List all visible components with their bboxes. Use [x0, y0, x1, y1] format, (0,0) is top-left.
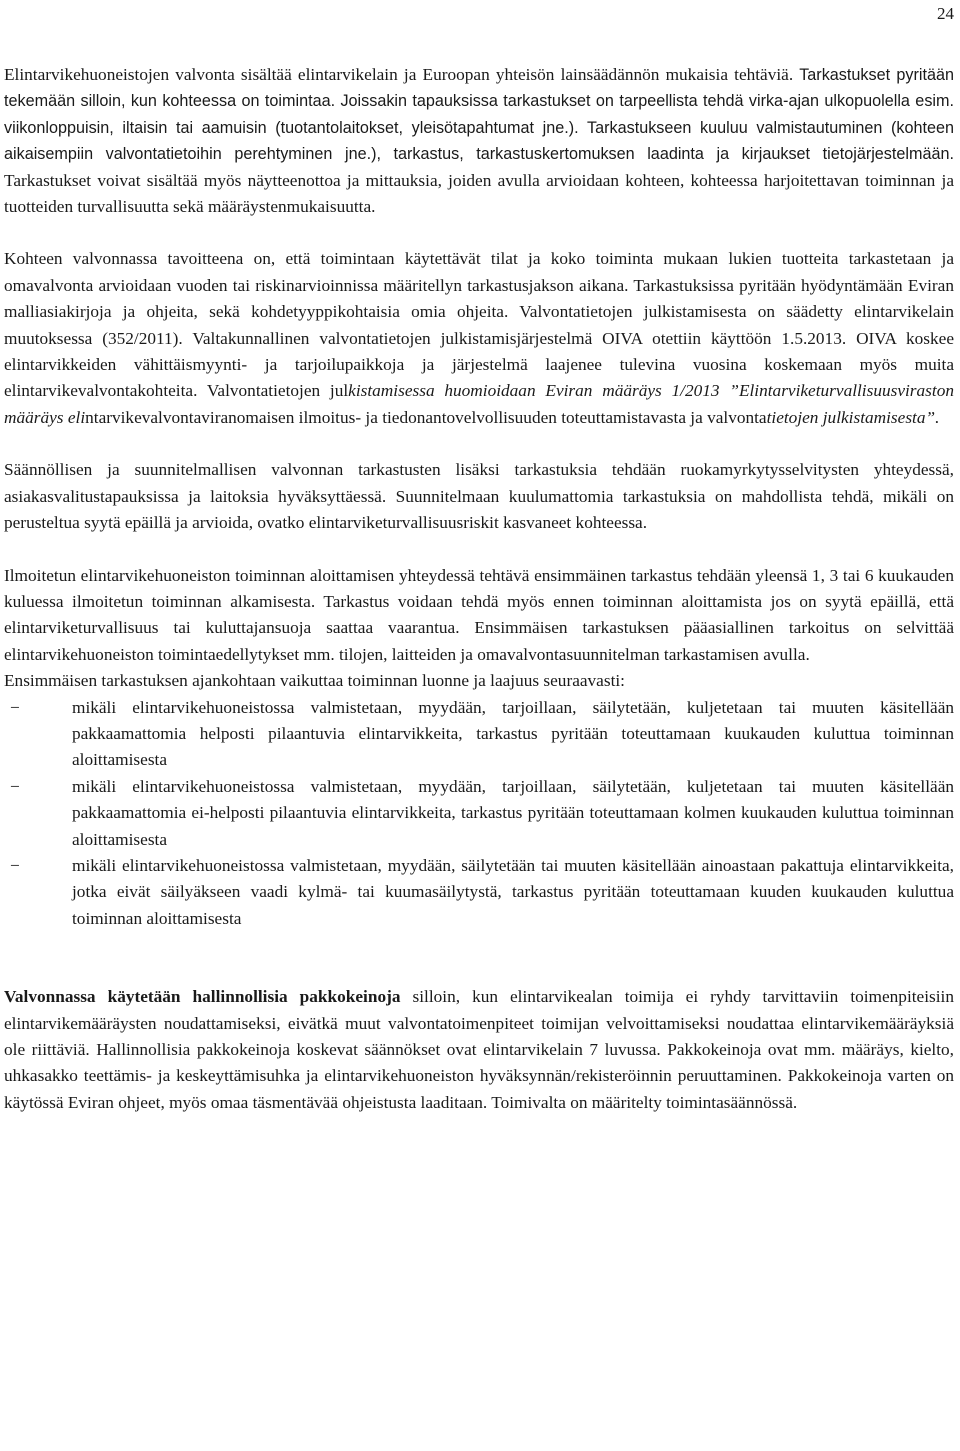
paragraph-valvonta-text-1: Elintarvikehuoneistojen valvonta sisältää elintarvikelain ja Euroopan yhteisön lainsäädännön mukaisia tehtäviä. — [4, 65, 794, 84]
paragraph-pakkokeinot-text: silloin, kun elintarvikealan toimija ei ryhdy tarvittaviin toimenpiteisiin elintarvikemääräysten noudattamiseksi, eivätkä muut valvontatoimenpiteet toimijan velvoittamiseksi noudattaa elintarvikemääräyksiä ole riittäviä. Hallinnollisia pakkokeinoja koskevat säännökset ovat elintarvikelain 7 luvussa. Pakkokeinoja ovat mm. määräys, kielto, uhkasakko teettämis- ja keskeyttämisuhka ja elintarvikehuoneiston hyväksynnän/rekisteröinnin peruuttaminen. Pakkokeinoja varten on käytössä Eviran ohjeet, myös omaa täsmentävää ohjeistusta laaditaan. Toimivalta on määritelty toimintasäännössä. — [4, 987, 954, 1112]
list-item-text: mikäli elintarvikehuoneistossa valmistetaan, myydään, tarjoillaan, säilytetään, kuljetetaan tai muuten käsitellään pakkaamattomia helposti pilaantuvia elintarvikkeita, tarkastus pyritään toteuttamaan kuukauden kuluttua toiminnan aloittamisesta — [72, 697, 954, 770]
paragraph-valvonta-text-3: Tarkastukset voivat sisältää myös näytteenottoa ja mittauksia, joiden avulla arvioidaan kohteen, kohteessa harjoitettavan toiminnan ja tuotteiden turvallisuutta sekä määräystenmukaisuutta. — [4, 170, 954, 217]
paragraph-ensimmainen-tarkastus: Ilmoitetun elintarvikehuoneiston toiminnan aloittamisen yhteydessä tehtävä ensimmäinen tarkastus tehdään yleensä 1, 3 tai 6 kuukauden kuluessa ilmoitetun toiminnan alkamisesta. Tarkastus voidaan tehdä myös ennen toiminnan aloittamista jos on syytä epäillä, että elintarviketurvallisuus tai kuluttajansuoja saattaa vaarantua. Ensimmäisen tarkastuksen pääasiallinen tarkoitus on selvittää elintarvikehuoneiston toimintaedellytykset mm. tilojen, laitteiden ja omavalvontasuunnitelman tarkastamisen avulla. — [4, 565, 954, 664]
page-number: 24 — [937, 4, 954, 23]
paragraph-tavoite-text-2: ntarvikevalvontaviranomaisen ilmoitus- ja tiedonantovelvollisuuden toteuttamistavasta ja valvonta — [85, 407, 767, 427]
list-item — [4, 774, 954, 853]
paragraph-ajankohta: Ensimmäisen tarkastuksen ajankohtaan vaikuttaa toiminnan luonne ja laajuus seuraavasti: — [4, 671, 625, 691]
list-item-text: mikäli elintarvikehuoneistossa valmistetaan, myydään, säilytetään tai muuten käsitellään ainoastaan pakattuja elintarvikkeita, jotka eivät säilyäkseen vaadi kylmä- tai kuumasäilytystä, tarkastus pyritään toteuttamaan kuuden kuukauden kuluttua toiminnan aloittamisesta — [72, 855, 954, 928]
paragraph-valvonta — [4, 62, 954, 220]
dash-marker: − — [10, 776, 20, 796]
list-item-text: mikäli elintarvikehuoneistossa valmistetaan, myydään, tarjoillaan, säilytetään, kuljetetaan tai muuten käsitellään pakkaamattomia ei-helposti pilaantuvia elintarvikkeita, tarkastus pyritään toteuttamaan kolmen kuukauden kuluttua toiminnan aloittamisesta — [72, 776, 954, 849]
dash-list — [4, 695, 954, 933]
paragraph-valvonta-text-2: Tarkastukset pyritään tekemään silloin, kun kohteessa on toimintaa. Joissakin tapauksissa tarkastukset on tarpeellista tehdä virka-ajan ulkopuolella esim. viikonloppuisin, iltaisin tai aamuisin (tuotantolaitokset, yleisötapahtumat jne.). Tarkastukseen kuuluu valmistautuminen (kohteen aikaisempiin valvontatietoihin perehtyminen jne.), tarkastus, tarkastuskertomuksen laadinta ja kirjaukset tietojärjestelmään. — [4, 66, 954, 164]
paragraph-tavoite-italic-1: kistamisessa huomioidaan Eviran määräys 1/2013 ”Elintarviketurvallisuusviraston määräys eli — [4, 381, 954, 427]
list-item — [4, 853, 954, 932]
paragraph-tavoite — [4, 246, 954, 431]
dash-marker: − — [10, 697, 20, 717]
list-item — [4, 695, 954, 774]
paragraph-lisatarkastukset: Säännöllisen ja suunnitelmallisen valvonnan tarkastusten lisäksi tarkastuksia tehdään ruokamyrkytysselvitysten yhteydessä, asiakasvalitustapauksissa ja laitoksia hyväksyttäessä. Suunnitelmaan kuulumattomia tarkastuksia on mahdollista tehdä, mikäli on perusteltua syytä epäillä ja arvioida, ovatko elintarviketurvallisuusriskit kasvaneet kohteessa. — [4, 460, 954, 533]
paragraph-tavoite-italic-2: tietojen julkistamisesta”. — [766, 407, 940, 427]
paragraph-pakkokeinot — [4, 984, 954, 1116]
dash-marker: − — [10, 855, 20, 875]
paragraph-tavoite-text-1: Kohteen valvonnassa tavoitteena on, että toimintaan käytettävät tilat ja koko toiminta mukaan lukien tuotteita tarkastetaan ja omavalvonta arvioidaan vuoden tai riskinarvioinnissa määritellyn tarkastusjakson aikana. Tarkastuksissa pyritään hyödyntämään Eviran malliasiakirjoja ja ohjeita, sekä kohdetyyppikohtaisia omia ohjeita. Valvontatietojen julkistamisesta on säädetty elintarvikelain muutoksessa (352/2011). Valtakunnallinen valvontatietojen julkistamisjärjestelmä OIVA otettiin käyttöön 1.5.2013. OIVA koskee elintarvikkeiden vähittäismyynti- ja tarjoilupaikkoja ja järjestelmä laajenee tulevina vuosina koskemaan myös muita elintarvikevalvontakohteita. Valvontatietojen jul — [4, 249, 954, 401]
paragraph-pakkokeinot-bold: Valvonnassa käytetään hallinnollisia pakkokeinoja — [4, 987, 401, 1007]
document-body — [4, 62, 954, 1116]
